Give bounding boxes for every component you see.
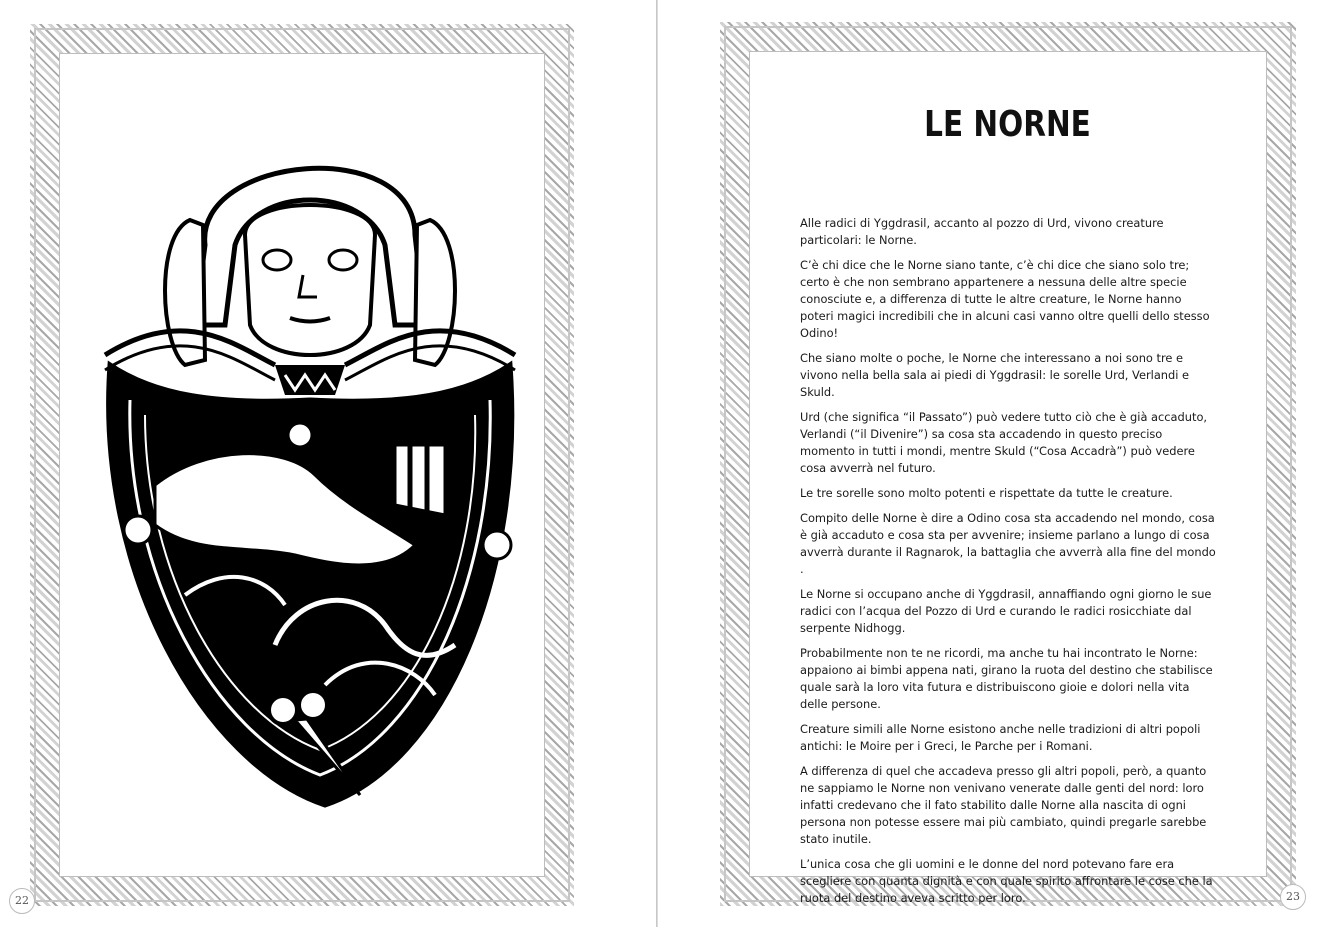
paragraph: Le tre sorelle sono molto potenti e rispettate da tutte le creature. <box>800 486 1173 500</box>
page-number: 23 <box>1280 884 1306 910</box>
page-number: 22 <box>9 888 35 914</box>
paragraph: C’è chi dice che le Norne siano tante, c’è chi dice che siano solo tre; certo è che non sembrano appartenere a nessuna delle altre specie conosciute e, a differenza di tutte le altre creature, le Norne hanno poteri magici incredibili che in alcuni casi vanno oltre quelli dello stesso Odino! <box>800 258 1210 340</box>
left-page <box>0 0 656 927</box>
page-title: LE NORNE <box>924 104 1091 145</box>
paragraph: Creature simili alle Norne esistono anche nelle tradizioni di altri popoli antichi: le Moire per i Greci, le Parche per i Romani. <box>800 722 1201 753</box>
three-faced-norns-illustration <box>85 125 535 825</box>
paragraph: Urd (che significa “il Passato”) può vedere tutto ciò che è già accaduto, Verlandi (“il Divenire”) sa cosa sta accadendo in questo preciso momento in tutti i mondi, mentre Skuld (“Cosa Accadrà”) può vedere cosa avverrà nel futuro. <box>800 410 1208 475</box>
paragraph: A differenza di quel che accadeva presso gli altri popoli, però, a quanto ne sappiamo le Norne non venivano venerate dalle genti del nord: loro infatti credevano che il fato stabilito dalle Norne alla nascita di ogni persona non potesse essere mai più cambiato, quindi pregarle sarebbe stato inutile. <box>800 764 1207 846</box>
paragraph: Le Norne si occupano anche di Yggdrasil, annaffiando ogni giorno le sue radici con l’acqua del Pozzo di Urd e curando le radici rosicchiate dal serpente Nidhogg. <box>800 587 1212 635</box>
paragraph: Compito delle Norne è dire a Odino cosa sta accadendo nel mondo, cosa è già accaduto e cosa sta per avvenire; insieme parlano a lungo di cosa avverrà durante il Ragnarok, la battaglia che avverrà alla fine del mondo . <box>800 511 1216 576</box>
body-text <box>800 215 1218 915</box>
paragraph: Probabilmente non te ne ricordi, ma anche tu hai incontrato le Norne: appaiono ai bimbi appena nati, girano la ruota del destino che stabilisce quale sarà la loro vita futura e distribuiscono gioie e dolori nella vita delle persone. <box>800 646 1213 711</box>
paragraph: Che siano molte o poche, le Norne che interessano a noi sono tre e vivono nella bella sala ai piedi di Yggdrasil: le sorelle Urd, Verlandi e Skuld. <box>800 351 1190 399</box>
paragraph: L’unica cosa che gli uomini e le donne del nord potevano fare era scegliere con quanta dignità e con quale spirito affrontare le cose che la ruota del destino aveva scritto per loro. <box>800 857 1213 905</box>
paragraph: Alle radici di Yggdrasil, accanto al pozzo di Urd, vivono creature particolari: le Norne. <box>800 216 1164 247</box>
